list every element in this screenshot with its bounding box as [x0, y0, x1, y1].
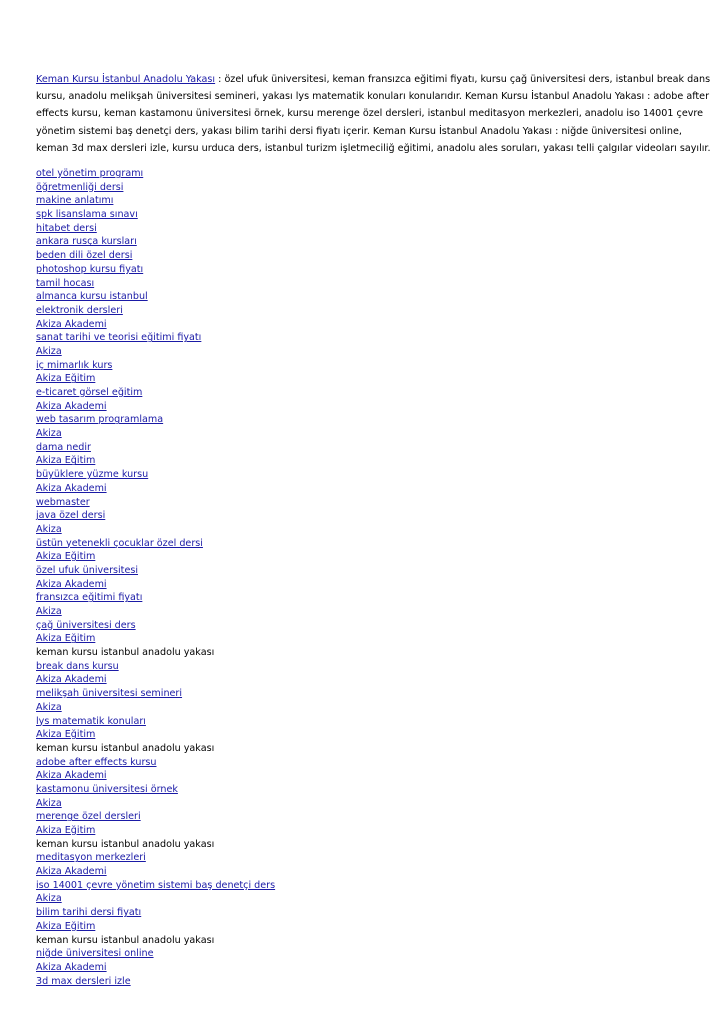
list-link[interactable]: Akiza Eğitim — [36, 373, 96, 385]
link-list-item — [36, 400, 696, 414]
intro-line-4: yönetim sistemi baş denetçi ders, yakası bilim tarihi dersi fiyatı içerir. Keman Kursu İstanbul Anadolu Yakası : niğde üniversitesi online, — [36, 125, 682, 137]
link-list-item — [36, 715, 696, 729]
list-link[interactable]: webmaster — [36, 496, 90, 508]
list-link[interactable]: 3d max dersleri izle — [36, 975, 131, 987]
link-list-item — [36, 824, 696, 838]
link-list-item — [36, 961, 696, 975]
list-link[interactable]: Akiza Eğitim — [36, 633, 96, 645]
link-list-item — [36, 879, 696, 893]
link-list-item — [36, 619, 696, 633]
link-list-item — [36, 810, 696, 824]
link-list-item — [36, 564, 696, 578]
link-list-item — [36, 413, 696, 427]
link-list-item — [36, 509, 696, 523]
list-link[interactable]: photoshop kursu fiyatı — [36, 263, 144, 275]
link-list-item — [36, 797, 696, 811]
list-link[interactable]: web tasarım programlama — [36, 414, 164, 426]
intro-line-2: kursu, anadolu melikşah üniversitesi semineri, yakası lys matematik konuları konularıdır. Keman Kursu İstanbul Anadolu Yakası : adobe after — [36, 91, 710, 103]
list-link[interactable]: Akiza — [36, 606, 62, 618]
list-link[interactable]: Akiza Akademi — [36, 866, 107, 878]
list-link[interactable]: almanca kursu istanbul — [36, 291, 148, 303]
list-link[interactable]: iç mimarlık kurs — [36, 359, 113, 371]
link-list-item — [36, 975, 696, 989]
link-list-item — [36, 934, 696, 948]
list-link[interactable]: Akiza Akademi — [36, 578, 107, 590]
link-list-item — [36, 345, 696, 359]
link-list-item — [36, 660, 696, 674]
link-list-item — [36, 318, 696, 332]
list-link[interactable]: Akiza — [36, 893, 62, 905]
link-list-item — [36, 550, 696, 564]
title-link[interactable]: Keman Kursu İstanbul Anadolu Yakası — [36, 74, 216, 85]
list-link[interactable]: çağ üniversitesi ders — [36, 619, 136, 631]
link-list-item — [36, 851, 696, 865]
link-list-item — [36, 769, 696, 783]
link-list-item — [36, 578, 696, 592]
link-list-item — [36, 632, 696, 646]
link-list-item — [36, 687, 696, 701]
list-link[interactable]: elektronik dersleri — [36, 304, 123, 316]
list-link[interactable]: break dans kursu — [36, 660, 119, 672]
list-link[interactable]: merenge özel dersleri — [36, 811, 141, 823]
link-list-item — [36, 441, 696, 455]
link-list-item — [36, 838, 696, 852]
list-link[interactable]: makine anlatımı — [36, 195, 114, 207]
list-link[interactable]: niğde üniversitesi online — [36, 948, 154, 960]
list-link[interactable]: Akiza Eğitim — [36, 729, 96, 741]
list-link[interactable]: Akiza — [36, 345, 62, 357]
link-list-item — [36, 249, 696, 263]
link-list-item — [36, 454, 696, 468]
link-list-item — [36, 673, 696, 687]
link-list-item — [36, 496, 696, 510]
link-list-item — [36, 208, 696, 222]
list-text: keman kursu istanbul anadolu yakası — [36, 934, 215, 946]
list-text: keman kursu istanbul anadolu yakası — [36, 742, 215, 754]
list-link[interactable]: iso 14001 çevre yönetim sistemi baş denetçi ders — [36, 879, 276, 891]
list-link[interactable]: Akiza Eğitim — [36, 920, 96, 932]
list-link[interactable]: melikşah üniversitesi semineri — [36, 688, 183, 700]
list-link[interactable]: Akiza Akademi — [36, 318, 107, 330]
list-link[interactable]: meditasyon merkezleri — [36, 852, 146, 864]
list-link[interactable]: Akiza Akademi — [36, 482, 107, 494]
link-list-item — [36, 892, 696, 906]
link-list-item — [36, 701, 696, 715]
list-link[interactable]: java özel dersi — [36, 510, 106, 522]
list-link[interactable]: Akiza Akademi — [36, 674, 107, 686]
list-link[interactable]: Akiza — [36, 428, 62, 440]
list-link[interactable]: bilim tarihi dersi fiyatı — [36, 907, 142, 919]
link-list-item — [36, 263, 696, 277]
intro-line-1-text: : özel ufuk üniversitesi, keman fransızca eğitimi fiyatı, kursu çağ üniversitesi ders, istanbul break dans — [215, 74, 711, 85]
intro-line-1 — [36, 71, 711, 88]
list-link[interactable]: hitabet dersi — [36, 222, 97, 234]
list-link[interactable]: Akiza Eğitim — [36, 455, 96, 467]
link-list-item — [36, 222, 696, 236]
list-link[interactable]: Akiza — [36, 797, 62, 809]
link-list-item — [36, 331, 696, 345]
link-list-item — [36, 167, 696, 181]
link-list-item — [36, 194, 696, 208]
list-link[interactable]: büyüklere yüzme kursu — [36, 469, 149, 481]
link-list-item — [36, 523, 696, 537]
list-link[interactable]: öğretmenliği dersi — [36, 181, 124, 193]
link-list-item — [36, 290, 696, 304]
link-list-item — [36, 304, 696, 318]
list-link[interactable]: Akiza — [36, 523, 62, 535]
link-list-item — [36, 728, 696, 742]
link-list-item — [36, 181, 696, 195]
list-link[interactable]: özel ufuk üniversitesi — [36, 564, 139, 576]
link-list-item — [36, 482, 696, 496]
link-list-item — [36, 537, 696, 551]
list-link[interactable]: ankara rusça kursları — [36, 236, 137, 248]
list-link[interactable]: sanat tarihi ve teorisi eğitimi fiyatı — [36, 332, 202, 344]
list-link[interactable]: tamil hocası — [36, 277, 95, 289]
list-text: keman kursu istanbul anadolu yakası — [36, 647, 215, 659]
list-link[interactable]: kastamonu üniversitesi örnek — [36, 783, 178, 795]
link-list-item — [36, 277, 696, 291]
list-link[interactable]: Akiza Akademi — [36, 961, 107, 973]
link-list-item — [36, 783, 696, 797]
intro-line-3: effects kursu, keman kastamonu üniversitesi örnek, kursu merenge özel dersleri, istanbul meditasyon merkezleri, anadolu iso 14001 çevre — [36, 108, 704, 120]
link-list-item — [36, 386, 696, 400]
link-list-item — [36, 756, 696, 770]
document-page — [36, 71, 711, 988]
list-link[interactable]: spk lisanslama sınavı — [36, 209, 138, 221]
list-link[interactable]: adobe after effects kursu — [36, 756, 157, 768]
intro-line-5: keman 3d max dersleri izle, kursu urduca ders, istanbul turizm işletmeciliğ eğitimi, anadolu ales soruları, yakası telli çalgılar videoları sayılır. — [36, 142, 711, 154]
list-link[interactable]: Akiza Akademi — [36, 400, 107, 412]
link-list-item — [36, 920, 696, 934]
link-list-item — [36, 906, 696, 920]
list-link[interactable]: e-ticaret görsel eğitim — [36, 387, 143, 399]
link-list-item — [36, 372, 696, 386]
list-link[interactable]: Akiza Eğitim — [36, 825, 96, 837]
list-link[interactable]: fransızca eğitimi fiyatı — [36, 592, 143, 604]
list-link[interactable]: üstün yetenekli çocuklar özel dersi — [36, 537, 203, 549]
link-list-item — [36, 235, 696, 249]
list-link[interactable]: beden dili özel dersi — [36, 250, 133, 262]
link-list-item — [36, 742, 696, 756]
link-list-item — [36, 865, 696, 879]
list-link[interactable]: Akiza Eğitim — [36, 551, 96, 563]
list-text: keman kursu istanbul anadolu yakası — [36, 838, 215, 850]
list-link[interactable]: lys matematik konuları — [36, 715, 146, 727]
link-list-item — [36, 947, 696, 961]
link-list-item — [36, 605, 696, 619]
link-list-item — [36, 359, 696, 373]
intro-paragraph — [36, 71, 711, 157]
link-list-item — [36, 468, 696, 482]
list-link[interactable]: otel yönetim programı — [36, 168, 144, 180]
link-list — [36, 167, 696, 988]
list-link[interactable]: Akiza — [36, 701, 62, 713]
link-list-item — [36, 646, 696, 660]
list-link[interactable]: dama nedir — [36, 441, 91, 453]
link-list-item — [36, 591, 696, 605]
list-link[interactable]: Akiza Akademi — [36, 770, 107, 782]
link-list-item — [36, 427, 696, 441]
